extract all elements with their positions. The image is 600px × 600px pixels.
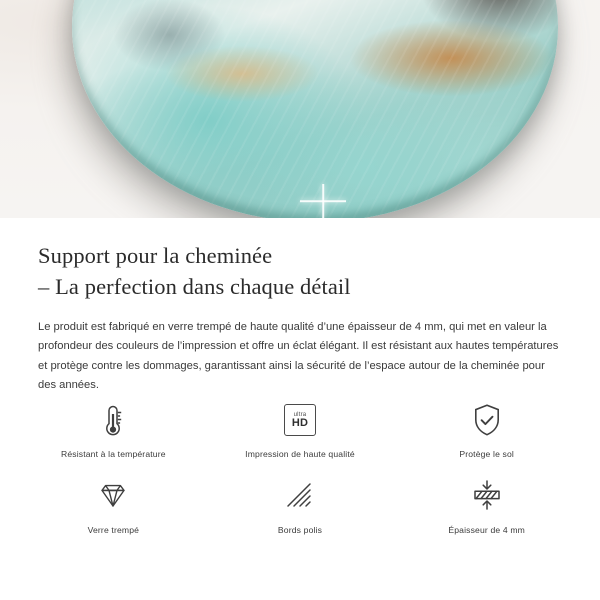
feature-item-print-quality	[207, 398, 394, 460]
description-paragraph: Le produit est fabriqué en verre trempé de haute qualité d’une épaisseur de 4 mm, qui met en valeur la profondeur des couleurs de l’impression et offre un éclat élégant. Il est résistant aux hautes températures et protège contre les dommages, garantissant ainsi la sécurité de l’espace autour de la cheminée pour des années.	[38, 321, 559, 391]
ultra-hd-bottom-label: HD	[291, 416, 309, 429]
feature-label: Bords polis	[277, 525, 323, 536]
feature-label: Résistant à la température	[60, 449, 166, 459]
shield-check-icon	[470, 398, 504, 442]
page-title-line-1: Support pour la cheminée	[38, 243, 273, 268]
page-title	[38, 240, 562, 302]
hero-image	[0, 0, 600, 218]
feature-grid	[0, 398, 600, 536]
round-glass-panel	[72, 0, 558, 218]
ultra-hd-top-label: ultra	[293, 411, 307, 418]
feature-item-tempered-glass	[20, 474, 207, 536]
feature-label: Protège le sol	[459, 449, 514, 459]
page-title-line-2: – La perfection dans chaque détail	[38, 274, 351, 300]
feature-item-temperature	[20, 398, 207, 460]
diamond-icon	[94, 474, 132, 518]
ultra-hd-icon	[284, 398, 316, 442]
text-content	[0, 218, 600, 395]
feature-label: Verre trempé	[87, 525, 140, 536]
polished-edges-icon	[283, 474, 317, 518]
feature-item-polished-edges	[207, 474, 394, 536]
feature-label: Épaisseur de 4 mm	[448, 525, 525, 536]
feature-item-thickness	[393, 474, 580, 536]
thickness-arrows-icon	[468, 474, 506, 518]
feature-label: Impression de haute qualité	[245, 449, 355, 459]
thermometer-icon	[96, 398, 130, 442]
feature-item-floor-protection	[393, 398, 580, 460]
